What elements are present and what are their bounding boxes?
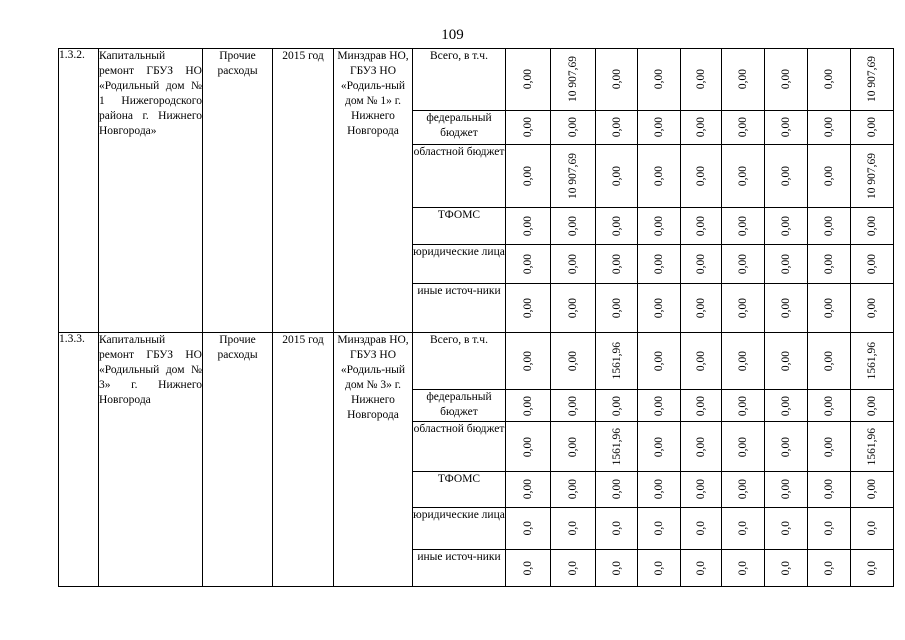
amount-cell [722, 284, 765, 332]
amount-value: 0,00 [866, 216, 878, 237]
amount-cell [851, 144, 894, 208]
funding-source: ТФОМС [413, 471, 506, 507]
amount-cell [808, 390, 851, 422]
amount-value: 0,00 [695, 436, 707, 457]
amount-cell [808, 110, 851, 144]
amount-value: 0,00 [567, 253, 579, 275]
amount-value: 0,00 [823, 479, 835, 500]
amount-value: 0,00 [737, 479, 749, 500]
amount-cell [681, 549, 722, 586]
amount-cell [638, 549, 681, 586]
amount-value: 0,00 [610, 253, 623, 275]
amount-value: 0,00 [737, 117, 749, 138]
funding-source: Всего, в т.ч. [413, 49, 506, 111]
amount-value: 0,0 [695, 560, 707, 575]
entry-name: Капитальный ремонт ГБУЗ НО «Родильный дом № 3» г. Нижнего Новгорода [99, 332, 203, 586]
amount-value: 0,0 [695, 521, 707, 536]
amount-value: 0,00 [823, 216, 835, 237]
amount-cell [808, 208, 851, 244]
amount-cell [765, 508, 808, 549]
amount-value: 0,0 [522, 560, 534, 575]
funding-source: ТФОМС [413, 208, 506, 244]
amount-cell [851, 244, 894, 283]
amount-cell [681, 422, 722, 471]
amount-value: 0,00 [653, 166, 665, 187]
amount-value: 0,00 [653, 350, 665, 371]
amount-cell [765, 471, 808, 507]
amount-value: 0,00 [823, 395, 835, 416]
amount-cell [551, 471, 596, 507]
amount-value: 0,00 [780, 216, 792, 237]
funding-source: областной бюджет [413, 422, 506, 471]
funding-source: федеральный бюджет [413, 390, 506, 422]
funding-source: иные источ-ники [413, 549, 506, 586]
amount-value: 0,0 [737, 521, 749, 536]
amount-cell [551, 49, 596, 111]
amount-cell [506, 471, 551, 507]
amount-cell [681, 508, 722, 549]
amount-value: 0,00 [695, 216, 707, 237]
amount-cell [506, 284, 551, 332]
amount-value: 0,00 [522, 350, 534, 371]
amount-cell [765, 390, 808, 422]
amount-cell [551, 332, 596, 390]
amount-value: 0,00 [780, 117, 792, 138]
entry-executor: Минздрав НО, ГБУЗ НО «Родиль-ный дом № 1» г. Нижнего Новгорода [334, 49, 413, 333]
amount-value: 0,0 [866, 521, 878, 536]
amount-cell [808, 332, 851, 390]
amount-value: 1561,96 [866, 427, 878, 466]
amount-cell [722, 144, 765, 208]
amount-cell [551, 208, 596, 244]
amount-value: 0,00 [737, 216, 749, 237]
amount-value: 0,00 [695, 395, 707, 416]
amount-cell [722, 332, 765, 390]
amount-value: 0,00 [567, 297, 579, 318]
amount-cell [596, 471, 638, 507]
amount-cell [808, 549, 851, 586]
amount-value: 0,0 [567, 560, 579, 575]
amount-cell [808, 422, 851, 471]
amount-cell [681, 208, 722, 244]
amount-value: 0,00 [780, 166, 792, 187]
amount-value: 0,00 [823, 297, 835, 318]
amount-value: 0,00 [653, 297, 665, 318]
amount-cell [765, 332, 808, 390]
amount-value: 10 907,69 [567, 56, 579, 103]
entry-name: Капитальный ремонт ГБУЗ НО «Родильный дом № 1 Нижегородского района г. Нижнего Новгорода» [99, 49, 203, 333]
amount-cell [596, 110, 638, 144]
amount-value: 0,00 [653, 117, 665, 138]
amount-value: 0,00 [780, 253, 792, 275]
amount-cell [596, 422, 638, 471]
amount-cell [506, 208, 551, 244]
amount-cell [765, 208, 808, 244]
amount-cell [506, 549, 551, 586]
amount-value: 0,00 [866, 253, 878, 275]
amount-value: 0,0 [737, 560, 749, 575]
amount-value: 0,00 [695, 117, 707, 138]
amount-cell [722, 110, 765, 144]
amount-value: 0,0 [567, 521, 579, 536]
amount-cell [681, 471, 722, 507]
amount-value: 0,00 [695, 297, 707, 318]
funding-source: Всего, в т.ч. [413, 332, 506, 390]
amount-cell [681, 390, 722, 422]
amount-value: 0,00 [780, 436, 792, 457]
amount-value: 0,0 [653, 521, 665, 536]
amount-value: 0,00 [823, 350, 835, 371]
amount-cell [765, 110, 808, 144]
amount-value: 0,00 [866, 395, 878, 416]
amount-value: 10 907,69 [567, 153, 579, 200]
amount-value: 0,00 [567, 117, 579, 138]
amount-cell [808, 284, 851, 332]
amount-value: 0,00 [653, 253, 665, 275]
amount-value: 1561,96 [610, 427, 623, 466]
amount-value: 0,00 [780, 350, 792, 371]
amount-value: 0,00 [522, 117, 534, 138]
amount-value: 0,00 [610, 216, 623, 237]
amount-value: 0,00 [737, 350, 749, 371]
amount-cell [851, 208, 894, 244]
amount-cell [596, 332, 638, 390]
amount-cell [681, 144, 722, 208]
amount-cell [506, 110, 551, 144]
amount-value: 0,0 [653, 560, 665, 575]
page-number: 109 [441, 27, 464, 43]
amount-value: 0,0 [610, 560, 623, 575]
amount-cell [722, 508, 765, 549]
amount-cell [681, 49, 722, 111]
amount-cell [722, 244, 765, 283]
amount-cell [506, 244, 551, 283]
amount-cell [638, 422, 681, 471]
amount-cell [765, 549, 808, 586]
funding-source: федеральный бюджет [413, 110, 506, 144]
amount-cell [506, 144, 551, 208]
amount-cell [506, 390, 551, 422]
amount-cell [506, 508, 551, 549]
amount-cell [596, 208, 638, 244]
table-row [59, 49, 894, 111]
amount-cell [722, 471, 765, 507]
amount-value: 1561,96 [610, 342, 623, 380]
amount-cell [681, 284, 722, 332]
amount-value: 0,00 [522, 253, 534, 275]
amount-cell [596, 284, 638, 332]
amount-value: 0,00 [737, 69, 749, 90]
amount-cell [551, 144, 596, 208]
amount-value: 0,00 [737, 395, 749, 416]
amount-value: 0,00 [695, 253, 707, 275]
amount-value: 0,00 [737, 297, 749, 318]
amount-cell [808, 244, 851, 283]
amount-cell [596, 549, 638, 586]
amount-value: 0,00 [522, 436, 534, 457]
funding-source: иные источ-ники [413, 284, 506, 332]
amount-cell [722, 49, 765, 111]
amount-cell [638, 49, 681, 111]
amount-value: 1561,96 [866, 342, 878, 380]
amount-cell [722, 390, 765, 422]
amount-cell [638, 332, 681, 390]
amount-cell [851, 471, 894, 507]
amount-value: 0,00 [610, 395, 623, 416]
amount-value: 0,00 [823, 436, 835, 457]
amount-cell [596, 390, 638, 422]
amount-cell [808, 471, 851, 507]
amount-value: 0,00 [866, 117, 878, 138]
funding-source: юридические лица [413, 244, 506, 283]
amount-value: 0,00 [653, 436, 665, 457]
amount-value: 0,00 [737, 436, 749, 457]
funding-source: юридические лица [413, 508, 506, 549]
amount-cell [638, 144, 681, 208]
amount-cell [851, 49, 894, 111]
amount-value: 0,00 [610, 166, 623, 187]
amount-cell [681, 244, 722, 283]
amount-cell [722, 549, 765, 586]
amount-cell [808, 144, 851, 208]
amount-cell [551, 390, 596, 422]
amount-value: 0,00 [780, 69, 792, 90]
entry-year: 2015 год [273, 332, 334, 586]
amount-cell [808, 508, 851, 549]
amount-value: 0,00 [866, 479, 878, 500]
amount-value: 0,00 [695, 166, 707, 187]
amount-value: 0,00 [695, 479, 707, 500]
amount-cell [765, 422, 808, 471]
amount-cell [681, 332, 722, 390]
amount-value: 0,0 [823, 560, 835, 575]
amount-cell [851, 508, 894, 549]
entry-expense-type: Прочие расходы [203, 332, 273, 586]
amount-cell [551, 549, 596, 586]
amount-value: 0,00 [653, 395, 665, 416]
amount-value: 0,00 [823, 69, 835, 90]
entry-code: 1.3.2. [59, 49, 99, 333]
amount-value: 0,00 [522, 479, 534, 500]
amount-cell [851, 110, 894, 144]
amount-cell [638, 284, 681, 332]
amount-cell [851, 422, 894, 471]
amount-value: 10 907,69 [866, 153, 878, 200]
amount-cell [722, 208, 765, 244]
amount-value: 0,0 [780, 560, 792, 575]
amount-cell [596, 244, 638, 283]
amount-cell [551, 110, 596, 144]
amount-value: 0,00 [610, 479, 623, 500]
amount-value: 0,00 [737, 166, 749, 187]
amount-cell [551, 284, 596, 332]
amount-cell [596, 508, 638, 549]
table-row [59, 332, 894, 390]
amount-value: 0,00 [610, 117, 623, 138]
amount-value: 0,00 [567, 216, 579, 237]
amount-cell [596, 49, 638, 111]
amount-value: 0,00 [567, 479, 579, 500]
amount-cell [506, 422, 551, 471]
entry-executor: Минздрав НО, ГБУЗ НО «Родиль-ный дом № 3» г. Нижнего Новгорода [334, 332, 413, 586]
amount-cell [638, 471, 681, 507]
amount-value: 0,00 [610, 297, 623, 318]
amount-value: 0,00 [522, 297, 534, 318]
amount-value: 0,00 [610, 69, 623, 90]
amount-cell [506, 49, 551, 111]
amount-value: 0,00 [653, 216, 665, 237]
amount-cell [722, 422, 765, 471]
amount-value: 0,0 [610, 521, 623, 536]
amount-value: 0,00 [780, 395, 792, 416]
amount-cell [638, 508, 681, 549]
amount-cell [551, 508, 596, 549]
entry-expense-type: Прочие расходы [203, 49, 273, 333]
amount-value: 0,00 [823, 253, 835, 275]
amount-value: 0,00 [567, 350, 579, 371]
amount-value: 0,00 [567, 395, 579, 416]
amount-cell [638, 110, 681, 144]
amount-value: 0,00 [695, 350, 707, 371]
amount-cell [681, 110, 722, 144]
amount-cell [638, 244, 681, 283]
amount-cell [765, 284, 808, 332]
amount-value: 0,00 [567, 436, 579, 457]
amount-cell [765, 244, 808, 283]
budget-table [58, 48, 894, 587]
amount-value: 0,0 [823, 521, 835, 536]
entry-code: 1.3.3. [59, 332, 99, 586]
amount-value: 0,0 [780, 521, 792, 536]
amount-value: 0,00 [653, 479, 665, 500]
amount-value: 0,00 [522, 69, 534, 90]
amount-value: 0,00 [780, 297, 792, 318]
amount-value: 10 907,69 [866, 56, 878, 103]
amount-value: 0,00 [695, 69, 707, 90]
amount-value: 0,00 [522, 166, 534, 187]
amount-cell [851, 332, 894, 390]
amount-value: 0,00 [823, 117, 835, 138]
amount-value: 0,00 [522, 216, 534, 237]
amount-cell [596, 144, 638, 208]
amount-value: 0,00 [522, 395, 534, 416]
amount-cell [551, 422, 596, 471]
amount-cell [765, 49, 808, 111]
amount-value: 0,0 [866, 560, 878, 575]
amount-value: 0,00 [866, 297, 878, 318]
amount-cell [551, 244, 596, 283]
amount-value: 0,00 [823, 166, 835, 187]
amount-cell [808, 49, 851, 111]
amount-cell [851, 549, 894, 586]
amount-cell [638, 390, 681, 422]
funding-source: областной бюджет [413, 144, 506, 208]
amount-value: 0,00 [737, 253, 749, 275]
amount-cell [765, 144, 808, 208]
entry-year: 2015 год [273, 49, 334, 333]
amount-cell [851, 284, 894, 332]
amount-value: 0,0 [522, 521, 534, 536]
amount-cell [506, 332, 551, 390]
amount-cell [851, 390, 894, 422]
amount-value: 0,00 [653, 69, 665, 90]
amount-cell [638, 208, 681, 244]
amount-value: 0,00 [780, 479, 792, 500]
